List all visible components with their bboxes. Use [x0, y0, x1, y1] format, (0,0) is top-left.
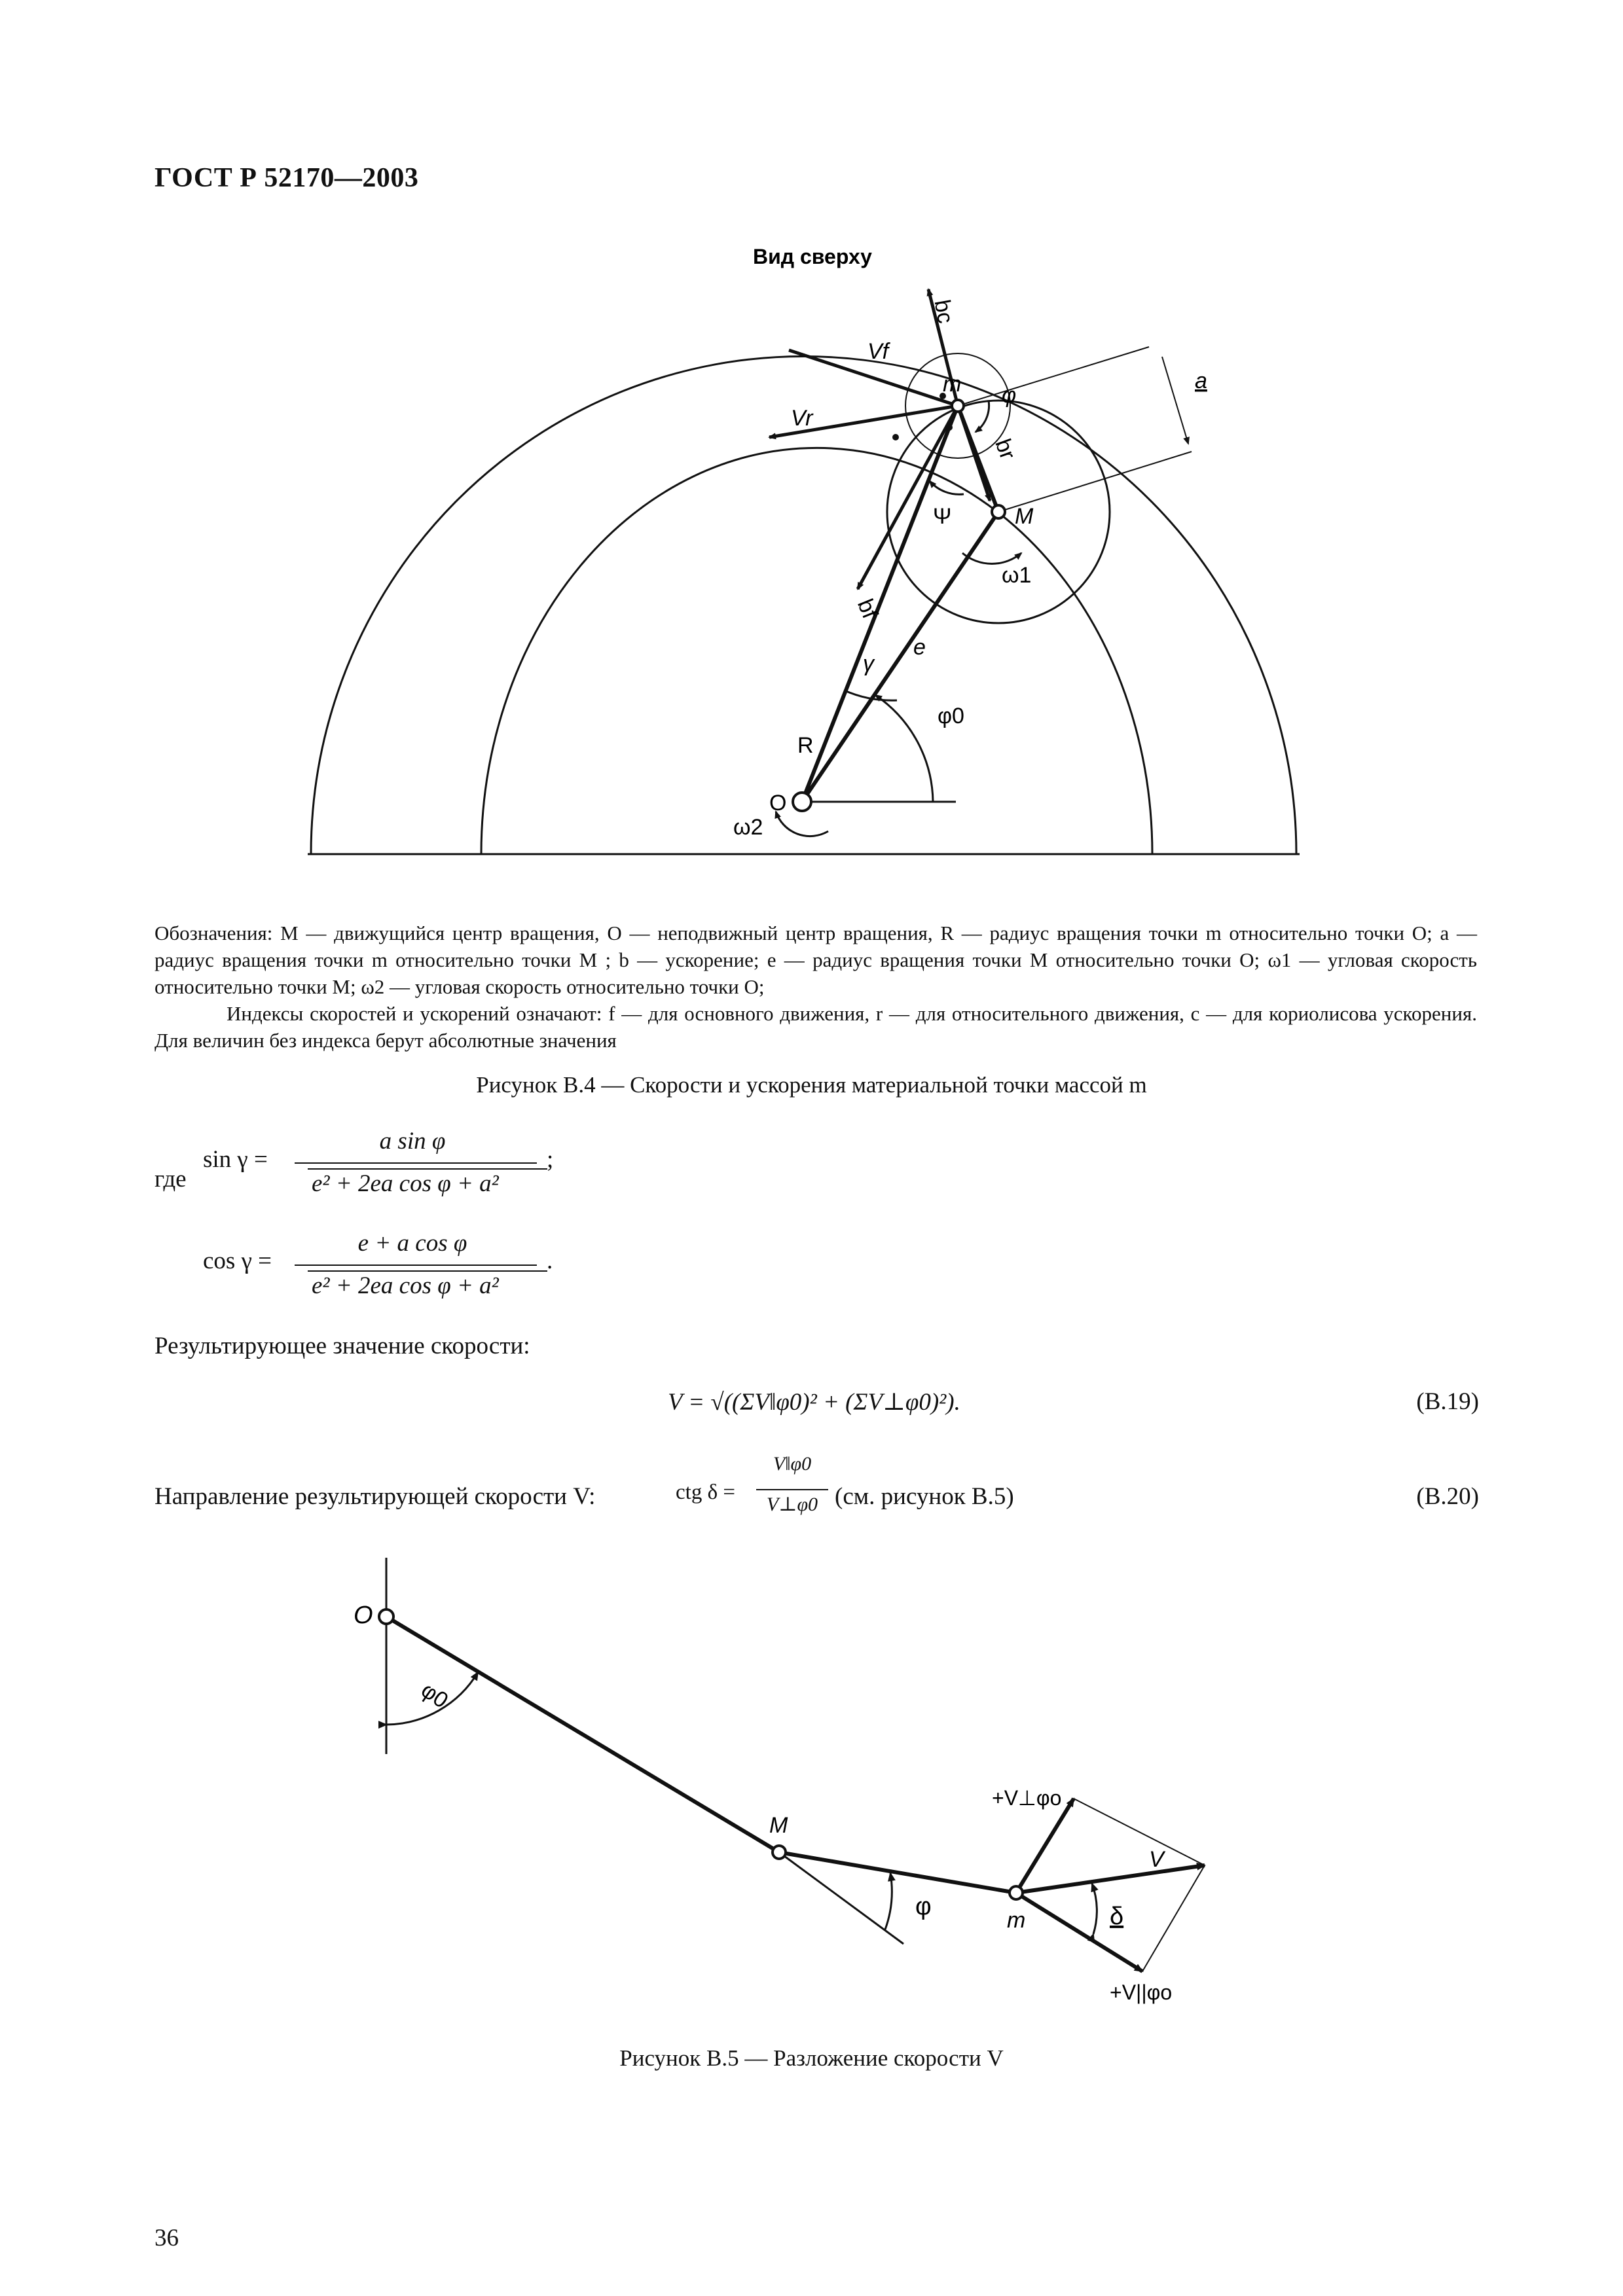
cos-numerator: e + a cos φ: [357, 1230, 467, 1257]
sin-denominator: e² + 2ea cos φ + a²: [308, 1168, 547, 1198]
point-O: [793, 793, 811, 811]
label-omega2: ω2: [733, 815, 763, 840]
inner-arc: [481, 448, 1152, 854]
cos-tail: .: [547, 1247, 553, 1274]
point-M: [992, 505, 1005, 518]
equation-number-b20: (В.20): [1416, 1483, 1479, 1510]
label-v: V: [1149, 1847, 1164, 1872]
cos-lhs: cos γ =: [203, 1247, 272, 1274]
result-text: Результирующее значение скорости:: [155, 1333, 530, 1359]
vector-bf: [858, 406, 958, 589]
label-psi: Ψ: [933, 504, 952, 529]
point-m: [1010, 1886, 1023, 1899]
label-vpar: +V||φo: [1110, 1981, 1173, 2004]
view-label: Вид сверху: [753, 245, 872, 268]
ctg-tail: (см. рисунок В.5): [835, 1483, 1014, 1510]
ctg-numerator: V‖φ0: [773, 1453, 812, 1475]
vector-v: [1016, 1865, 1205, 1893]
point-m: [952, 400, 964, 412]
dim-line-1: [958, 347, 1149, 406]
figure-b4-diagram: [0, 0, 1623, 884]
label-phi: φ: [1002, 383, 1017, 408]
dot: [946, 424, 953, 431]
line-Mm: [779, 1852, 1016, 1893]
figure-b5-diagram: [0, 1538, 1623, 2049]
label-vr: Vr: [791, 406, 813, 431]
line-OM: [386, 1617, 779, 1852]
label-bf: bf: [852, 595, 883, 622]
angle-phi0-arc: [875, 695, 933, 802]
sin-numerator: a sin φ: [379, 1128, 446, 1155]
figure-b5-caption: Рисунок В.5 — Разложение скорости V: [619, 2045, 1004, 2071]
figure-legend: [155, 920, 1477, 1054]
figure-b4-caption: Рисунок В.4 — Скорости и ускорения материальной точки массой m: [476, 1072, 1147, 1098]
label-vf: Vf: [867, 339, 889, 364]
ctg-denominator: V⊥φ0: [756, 1489, 828, 1516]
label-R: R: [797, 733, 814, 758]
page-number: 36: [155, 2225, 179, 2251]
dim-line-2: [998, 452, 1192, 512]
label-vperp: +V⊥φo: [992, 1786, 1062, 1810]
label-gamma: γ: [863, 651, 874, 676]
extension-OM: [779, 1852, 903, 1944]
sin-tail: ;: [547, 1146, 554, 1173]
parallelogram-bottom: [1142, 1865, 1205, 1971]
legend-paragraph-1: Обозначения: M — движущийся центр вращения, O — неподвижный центр вращения, R — радиус вращения точки m относительно точки O; a — радиус вращения точки m относительно точки M ; b — ускорение; e — радиус вращения точки M относительно точки O; ω1 — угловая скорость относительно точки M; ω2 — угловая скорость относительно точки O;: [155, 922, 1477, 998]
sin-lhs: sin γ =: [203, 1146, 268, 1173]
angle-phi-arc: [885, 1873, 892, 1929]
ctg-lhs: ctg δ =: [676, 1480, 735, 1504]
label-m: m: [943, 372, 962, 397]
label-phi0: φ0: [416, 1677, 453, 1713]
legend-paragraph-2: Индексы скоростей и ускорений означают: f — для основного движения, r — для относительного движения, c — для кориолисова ускорения. Для величин без индекса берут абсолютные значения: [155, 1002, 1477, 1052]
label-O: O: [769, 791, 787, 816]
label-bc: bc: [929, 298, 958, 325]
document-header: ГОСТ Р 52170—2003: [155, 163, 419, 193]
label-delta: δ: [1110, 1903, 1124, 1930]
label-M: M: [1015, 504, 1034, 529]
equation-number-b19: (В.19): [1416, 1388, 1479, 1415]
label-m: m: [1007, 1908, 1026, 1933]
label-e: e: [913, 635, 926, 660]
angle-delta-arc: [1092, 1884, 1097, 1934]
sin-fraction-bar: [295, 1162, 537, 1164]
point-M: [773, 1846, 786, 1859]
angle-psi-arc: [930, 481, 964, 494]
point-O: [379, 1609, 393, 1624]
label-omega1: ω1: [1002, 563, 1032, 588]
direction-text: Направление результирующей скорости V:: [155, 1483, 596, 1510]
cos-denominator: e² + 2ea cos φ + a²: [308, 1270, 547, 1300]
dot: [892, 434, 899, 440]
velocity-formula: V = √((ΣV‖φ0)² + (ΣV⊥φ0)²).: [668, 1389, 960, 1416]
parallelogram-top: [1074, 1799, 1205, 1865]
label-phi0: φ0: [938, 704, 964, 728]
vector-vperp: [1016, 1799, 1074, 1893]
where-word: где: [155, 1166, 187, 1193]
angle-gamma-arc: [845, 691, 897, 700]
angle-phi-arc: [976, 401, 989, 432]
label-br: br: [990, 435, 1021, 463]
dim-a-arrow: [1162, 357, 1188, 444]
cos-fraction-bar: [295, 1265, 537, 1266]
label-phi: φ: [915, 1893, 932, 1920]
label-M: M: [769, 1813, 788, 1838]
label-a: a: [1195, 368, 1207, 393]
label-O: O: [354, 1602, 373, 1629]
